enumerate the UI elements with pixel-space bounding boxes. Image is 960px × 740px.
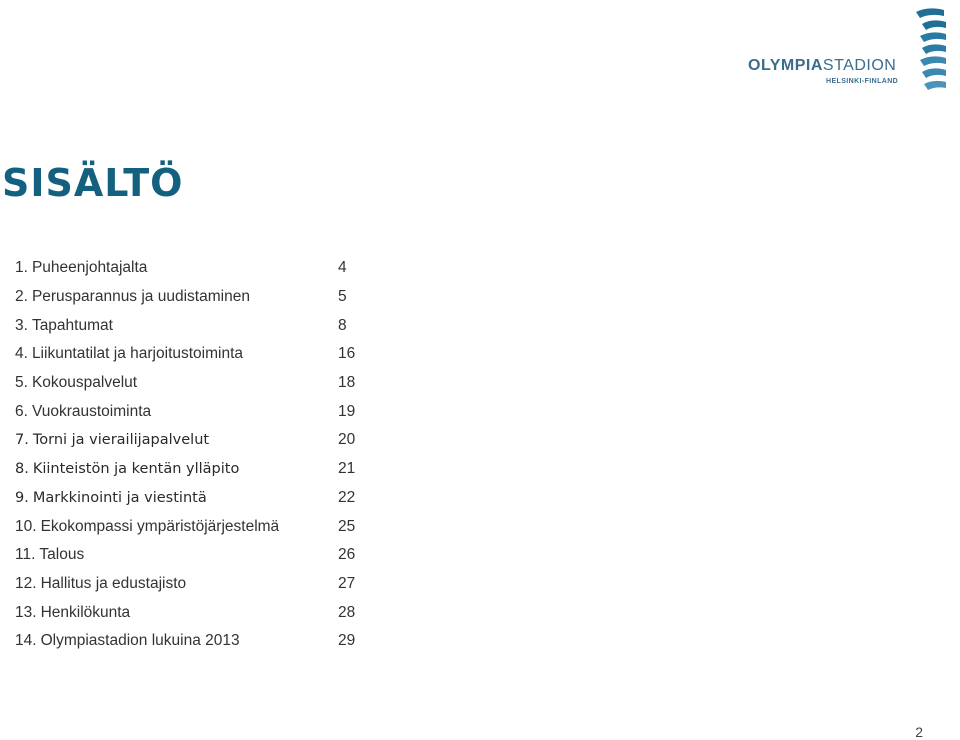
toc-entry-page: 21 — [338, 460, 356, 478]
toc-entry-page: 5 — [338, 288, 347, 306]
toc-entry-label: Ekokompassi ympäristöjärjestelmä — [40, 517, 280, 535]
toc-entry-number: 6. — [15, 402, 28, 420]
toc-entry — [15, 541, 375, 570]
toc-entry-number: 4. — [15, 345, 28, 363]
logo-wordmark — [748, 58, 896, 74]
toc-entry-label: Olympiastadion lukuina 2013 — [40, 632, 240, 650]
toc-entry-page: 26 — [338, 546, 356, 564]
toc-entry-number: 13. — [15, 603, 37, 621]
toc-entry-label: Kiinteistön ja kentän ylläpito — [32, 461, 240, 478]
toc-entry-page: 22 — [338, 488, 356, 506]
toc-entry-number: 8. — [15, 461, 29, 478]
page-title: SISÄLTÖ — [2, 161, 184, 205]
toc-entry-number: 12. — [15, 574, 37, 592]
toc-entry-label: Perusparannus ja uudistaminen — [31, 288, 250, 306]
logo-word-stadion: STADION — [822, 57, 897, 74]
toc-entry-page: 4 — [338, 259, 347, 277]
toc-entry-number: 10. — [15, 517, 37, 535]
logo-word-olympia: OLYMPIA — [748, 57, 823, 74]
toc-entry — [15, 340, 375, 369]
toc-entry — [15, 397, 375, 426]
toc-entry-label: Henkilökunta — [40, 603, 131, 621]
toc-entry-page: 29 — [338, 632, 356, 650]
toc-entry-page: 8 — [338, 316, 347, 334]
toc-entry-label: Vuokraustoiminta — [31, 402, 152, 420]
toc-entry-number: 3. — [15, 316, 28, 334]
toc-entry — [15, 627, 375, 656]
toc-entry-label: Markkinointi ja viestintä — [32, 489, 207, 506]
toc-entry — [15, 426, 375, 455]
page-number: 2 — [915, 724, 923, 740]
toc-entry-label: Torni ja vierailijapalvelut — [32, 432, 210, 449]
toc-entry — [15, 570, 375, 599]
toc-entry-number: 9. — [15, 489, 29, 506]
logo-subtitle: HELSINKI-FINLAND — [826, 78, 899, 85]
toc-entry — [15, 455, 375, 484]
toc-entry-page: 28 — [338, 603, 356, 621]
toc-entry-page: 16 — [338, 345, 356, 363]
toc-entry — [15, 283, 375, 312]
toc-entry-page: 25 — [338, 517, 356, 535]
toc-entry-label: Talous — [39, 546, 85, 564]
toc-entry-page: 19 — [338, 402, 356, 420]
toc-entry — [15, 484, 375, 513]
olympiastadion-tower-logo-icon — [908, 4, 948, 94]
toc-entry-number: 11. — [15, 546, 36, 564]
table-of-contents — [15, 254, 375, 656]
toc-entry-number: 14. — [15, 632, 37, 650]
toc-entry-label: Puheenjohtajalta — [31, 259, 148, 277]
toc-entry-number: 5. — [15, 374, 28, 392]
toc-entry — [15, 598, 375, 627]
toc-entry-label: Tapahtumat — [31, 316, 113, 334]
toc-entry-page: 18 — [338, 374, 356, 392]
toc-entry — [15, 369, 375, 398]
toc-entry — [15, 311, 375, 340]
toc-entry — [15, 512, 375, 541]
toc-entry — [15, 254, 375, 283]
toc-entry-number: 1. — [15, 259, 28, 277]
toc-entry-page: 20 — [338, 431, 356, 449]
toc-entry-label: Liikuntatilat ja harjoitustoiminta — [31, 345, 244, 363]
toc-entry-number: 2. — [15, 288, 28, 306]
toc-entry-page: 27 — [338, 574, 356, 592]
toc-entry-label: Kokouspalvelut — [31, 374, 138, 392]
toc-entry-number: 7. — [15, 432, 29, 449]
toc-entry-label: Hallitus ja edustajisto — [40, 574, 187, 592]
olympiastadion-logo — [748, 4, 948, 96]
